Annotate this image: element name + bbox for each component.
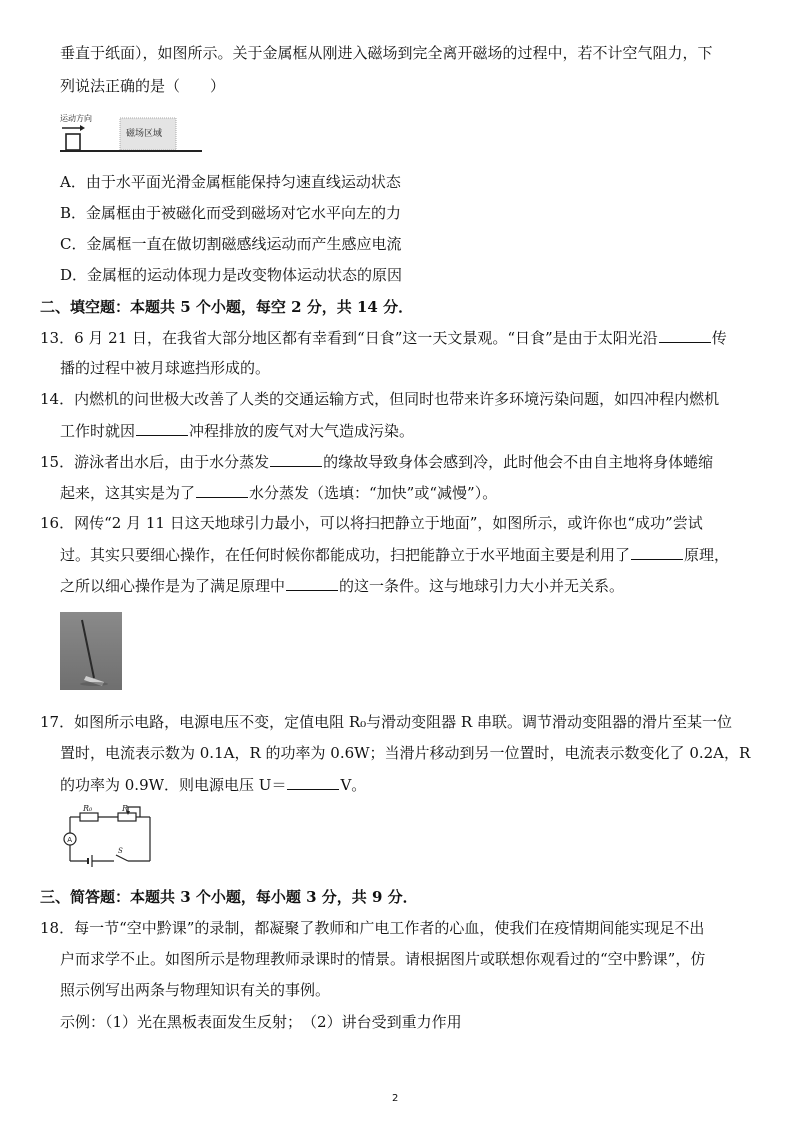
q14-text-a: 工作时就因 <box>60 422 136 440</box>
r-label: R <box>122 804 129 813</box>
q16-line3 <box>60 575 624 596</box>
q12-line2: 列说法正确的是（ ） <box>60 77 226 95</box>
q17-circuit-diagram <box>58 803 158 867</box>
q14-blank-1 <box>136 420 188 436</box>
q18-example: 示例：（1）光在黑板表面发生反射； （2）讲台受到重力作用 <box>60 1013 462 1031</box>
q17-line2: 置时，电流表示数为 0.1A，R 的功率为 0.6W；当滑片移动到另一位置时，电流表示数变化了 0.2A，R <box>60 744 751 762</box>
q16-blank-1 <box>631 544 683 560</box>
rheostat-r <box>118 813 136 821</box>
q16-broom-photo <box>60 612 122 690</box>
q16-text-a: 过。其实只要细心操作，在任何时候你都能成功，扫把能静立于水平地面主要是利用了 <box>60 546 631 564</box>
arrow-head-icon <box>80 125 85 131</box>
q12-line1: 垂直于纸面），如图所示。关于金属框从刚进入磁场到完全离开磁场的过程中，若不计空气阻力，下 <box>60 44 713 62</box>
q12-figure <box>58 112 204 158</box>
q13-text-b: 传 <box>711 329 727 347</box>
q13-line2: 播的过程中被月球遮挡形成的。 <box>60 359 271 377</box>
q17-line3 <box>60 774 366 795</box>
r0-label: R₀ <box>83 804 93 813</box>
field-region-label: 磁场区域 <box>126 129 163 139</box>
q16-line1: 16．网传“2 月 11 日这天地球引力最小，可以将扫把静立于地面”，如图所示，或许你也“成功”尝试 <box>40 514 703 532</box>
q15-text-c: 起来，这其实是为了 <box>60 484 196 502</box>
section-2-title: 二、填空题：本题共 5 个小题，每空 2 分，共 14 分． <box>40 298 414 316</box>
q15-blank-1 <box>270 451 322 467</box>
q14-text-b: 冲程排放的废气对大气造成污染。 <box>189 422 415 440</box>
q14-line1: 14．内燃机的问世极大改善了人类的交通运输方式，但同时也带来许多环境污染问题，如四冲程内燃机 <box>40 390 720 408</box>
q13-text-a: 13．6 月 21 日，在我省大部分地区都有幸看到“日食”这一天文景观。“日食”是由于太阳光沿 <box>40 329 658 347</box>
q17-text-b: V。 <box>340 776 367 794</box>
ammeter-label: A <box>67 836 72 844</box>
q15-text-a: 15．游泳者出水后，由于水分蒸发 <box>40 453 270 471</box>
q18-line3: 照示例写出两条与物理知识有关的事例。 <box>60 981 331 999</box>
q18-line2: 户而求学不止。如图所示是物理教师录课时的情景。请根据图片或联想你观看过的“空中黔课”，仿 <box>60 950 706 968</box>
q14-line2 <box>60 420 414 441</box>
q16-blank-2 <box>286 575 338 591</box>
q15-line1 <box>40 451 713 472</box>
q15-text-b: 的缘故导致身体会感到冷，此时他会不由自主地将身体蜷缩 <box>323 453 714 471</box>
q13-line1 <box>40 327 727 348</box>
q15-line2 <box>60 482 497 503</box>
q15-text-d: 水分蒸发（选填：“加快”或“减慢”）。 <box>249 484 498 502</box>
q16-text-c: 之所以细心操作是为了满足原理中 <box>60 577 286 595</box>
q12-option-c: C．金属框一直在做切割磁感线运动而产生感应电流 <box>60 235 402 253</box>
q16-text-d: 的这一条件。这与地球引力大小并无关系。 <box>339 577 625 595</box>
q18-line1: 18．每一节“空中黔课”的录制，都凝聚了教师和广电工作者的心血，使我们在疫情期间能实现足不出 <box>40 919 705 937</box>
q13-blank-1 <box>659 327 711 343</box>
q16-text-b: 原理， <box>684 546 730 564</box>
q17-line1: 17．如图所示电路，电源电压不变，定值电阻 R₀与滑动变阻器 R 串联。调节滑动变阻器的滑片至某一位 <box>40 713 732 731</box>
switch-s <box>116 855 128 861</box>
metal-frame <box>66 134 80 150</box>
q17-text-a: 的功率为 0.9W．则电源电压 U＝ <box>60 776 287 794</box>
q17-blank-1 <box>287 774 339 790</box>
q15-blank-2 <box>196 482 248 498</box>
q12-option-a: A．由于水平面光滑金属框能保持匀速直线运动状态 <box>60 173 401 191</box>
section-3-title: 三、简答题：本题共 3 个小题，每小题 3 分，共 9 分． <box>40 888 418 906</box>
page-number: 2 <box>392 1093 399 1104</box>
switch-label: S <box>118 847 123 855</box>
resistor-r0 <box>80 813 98 821</box>
q12-option-b: B．金属框由于被磁化而受到磁场对它水平向左的力 <box>60 204 402 222</box>
q12-option-d: D．金属框的运动体现力是改变物体运动状态的原因 <box>60 266 403 284</box>
q16-line2 <box>60 544 729 565</box>
motion-direction-label: 运动方向 <box>60 114 92 123</box>
